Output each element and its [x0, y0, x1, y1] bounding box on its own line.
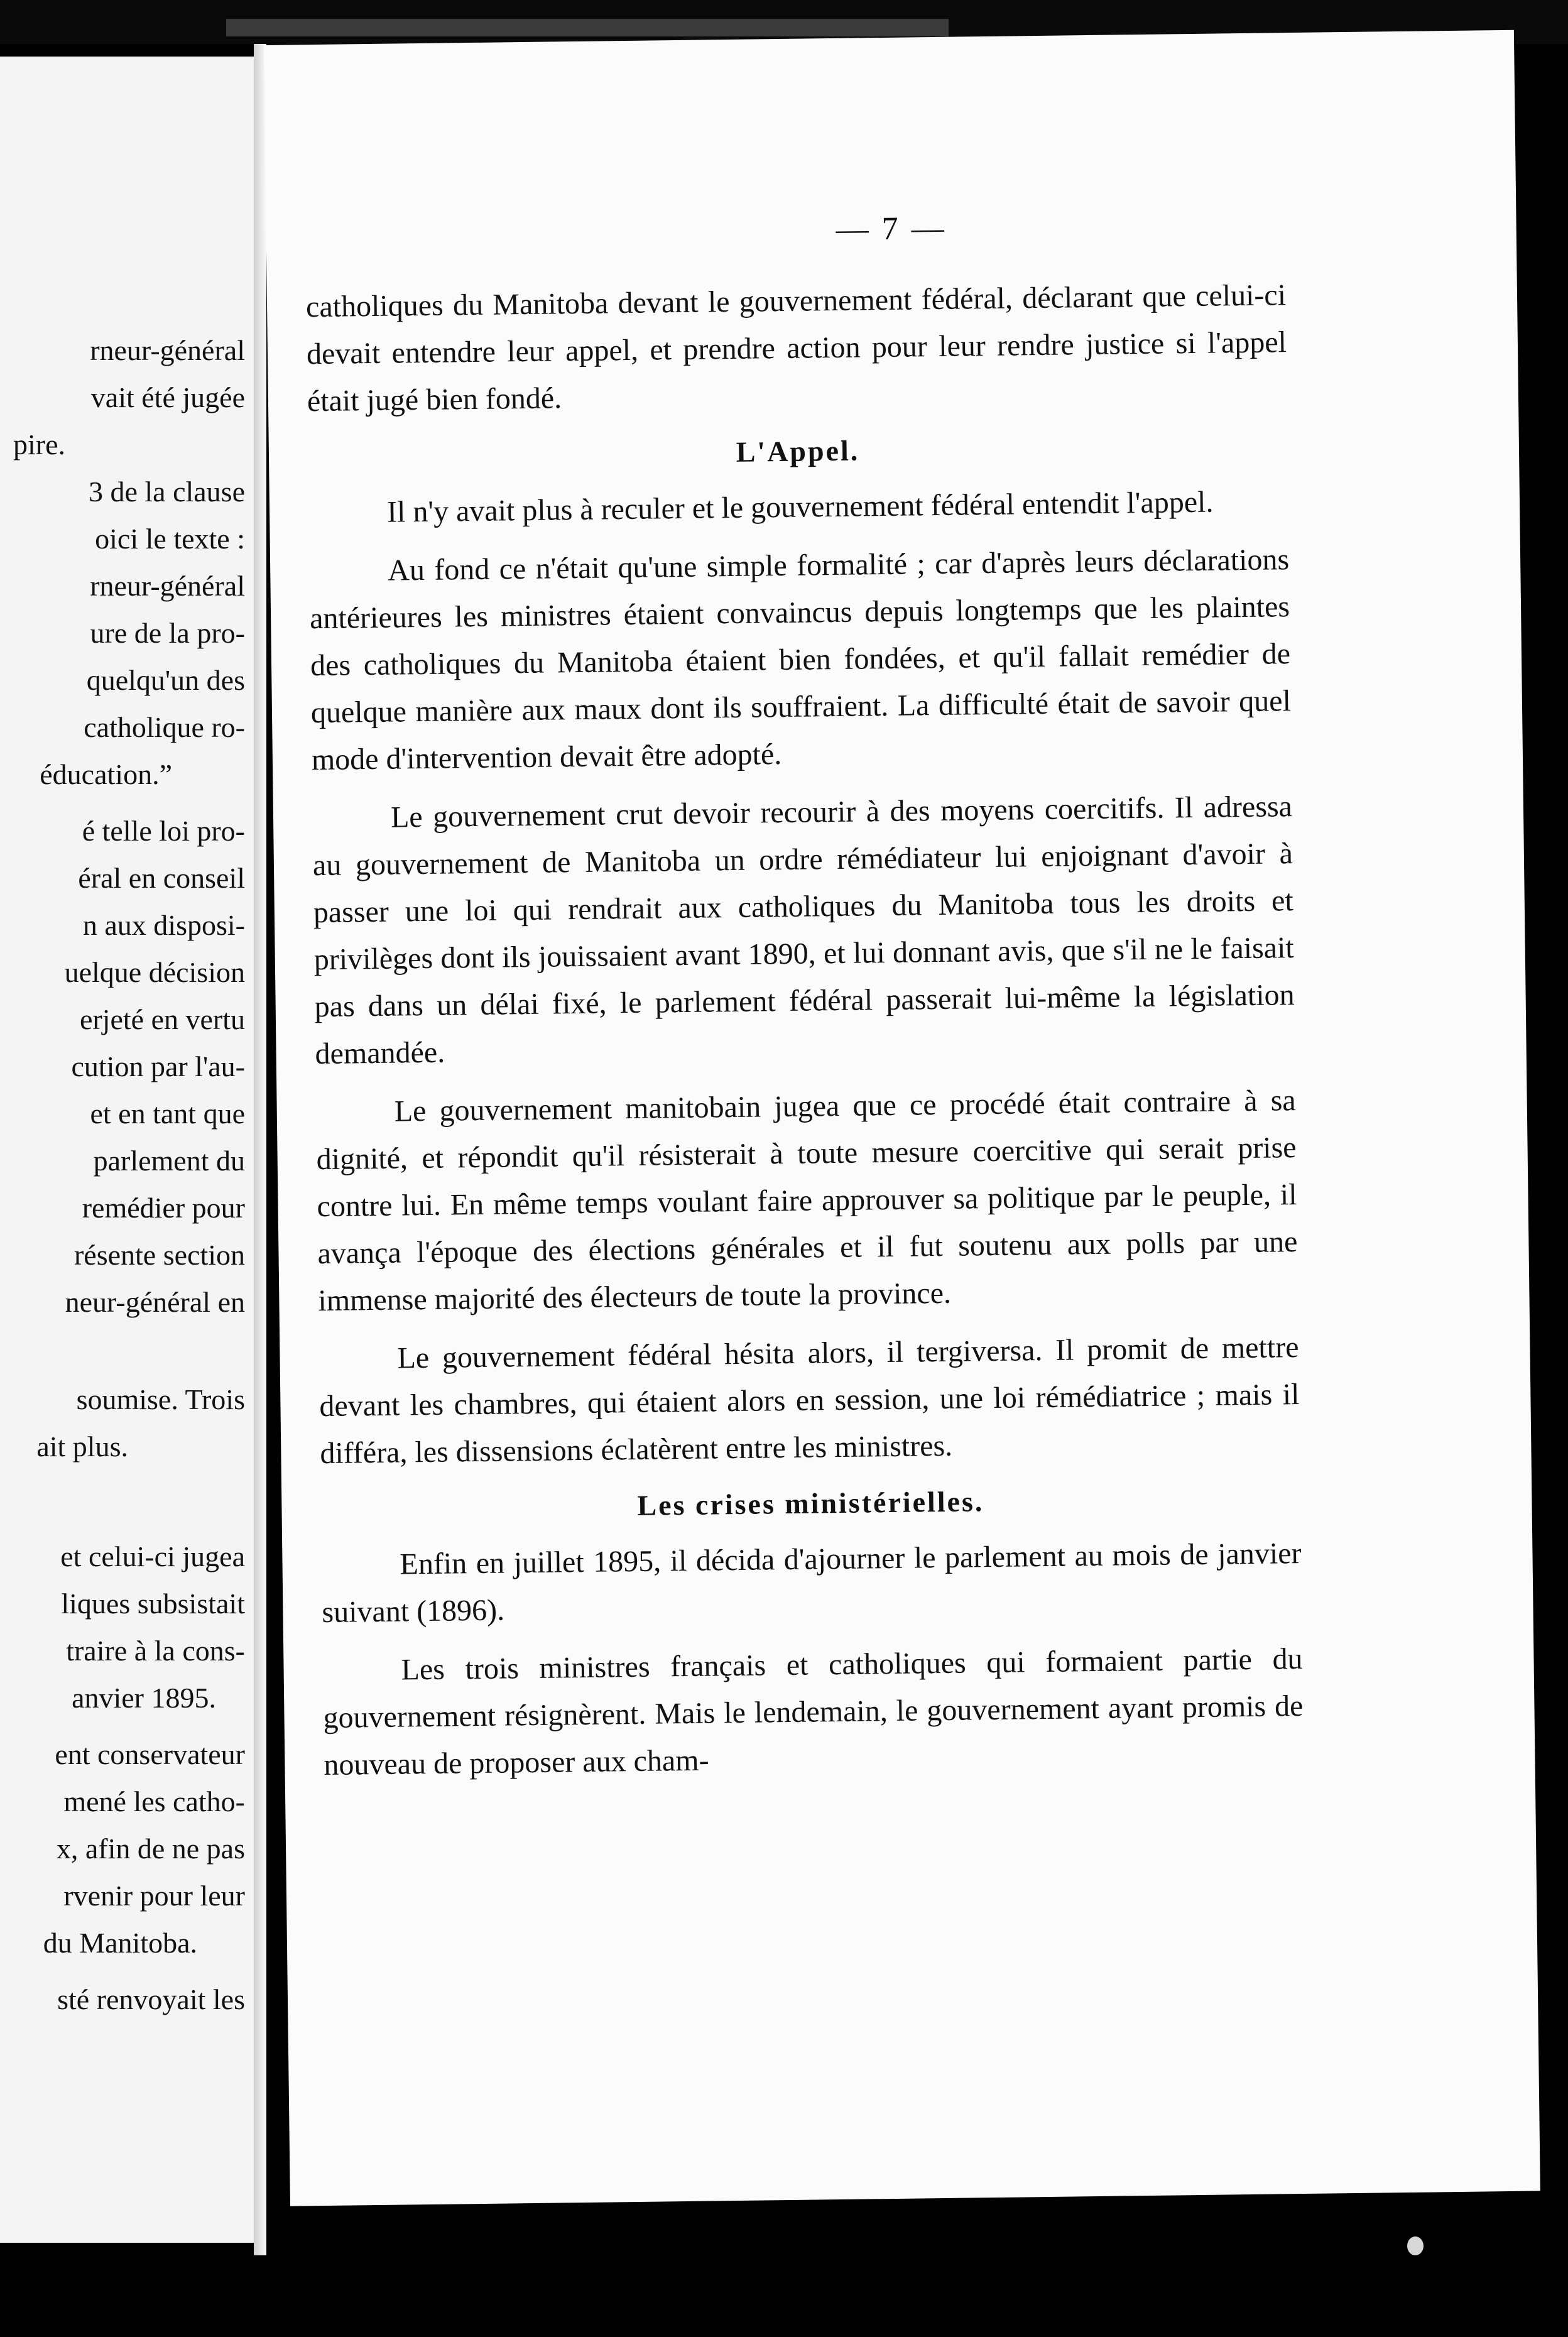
section-heading-crises: Les crises ministérielles. — [637, 1485, 984, 1522]
binding-tape — [226, 19, 949, 36]
left-page-line: neur-général en — [65, 1286, 245, 1318]
left-page-line: traire à la cons- — [66, 1635, 245, 1667]
left-page-line: n aux disposi- — [82, 909, 245, 941]
paragraph: Le gouvernement fédéral hésita alors, il tergiversa. Il promit de mettre devant les chambres, qui étaient alors en session, une loi rémédiatrice ; mais il différa, les dissensions éclatèrent entre les ministres. — [319, 1331, 1300, 1471]
left-page-line: quelqu'un des — [86, 664, 245, 696]
left-page-line: 3 de la clause — [88, 476, 245, 508]
left-page-line: é telle loi pro- — [82, 815, 245, 847]
left-page-line: rneur-général — [90, 570, 245, 602]
left-page-line: mené les catho- — [63, 1785, 245, 1817]
left-page-line: ait plus. — [36, 1430, 128, 1463]
left-page-line: uelque décision — [64, 956, 245, 988]
left-page-line: ure de la pro- — [90, 617, 245, 649]
left-page-line: erjeté en vertu — [79, 1003, 245, 1035]
paragraph: Enfin en juillet 1895, il décida d'ajourner le parlement au mois de janvier suivant (1896). — [322, 1537, 1302, 1630]
left-page-line: rneur-général — [90, 334, 245, 366]
book-gutter — [254, 44, 266, 2255]
left-page-line: catholique ro- — [84, 711, 245, 743]
scan-speck — [1407, 2236, 1424, 2255]
paragraph: Les trois ministres français et catholiques qui formaient partie du gouvernement résignèrent. Mais le lendemain, le gouvernement ayant promis de nouveau de proposer aux cham- — [323, 1642, 1304, 1782]
left-page-line: x, afin de ne pas — [56, 1833, 245, 1865]
paragraph: Il n'y avait plus à reculer et le gouvernement fédéral entendit l'appel. — [386, 485, 1214, 529]
left-page-line: et celui-ci jugea — [60, 1540, 245, 1572]
left-page-line: anvier 1895. — [72, 1682, 216, 1714]
left-page-line: du Manitoba. — [43, 1927, 197, 1959]
left-page-line: remédier pour — [82, 1192, 245, 1224]
left-page-line: soumise. Trois — [76, 1383, 245, 1415]
left-page-line: éducation.” — [40, 758, 172, 790]
left-page — [0, 57, 254, 2243]
paragraph: Le gouvernement manitobain jugea que ce procédé était contraire à sa dignité, et répondit qu'il résisterait à toute mesure coercitive qui serait prise contre lui. En même temps voulant faire approuver sa politique par le peuple, il avança l'époque des élections générales et il fut soutenu aux polls par une immense majorité des électeurs de toute la province. — [316, 1084, 1298, 1318]
page-number: — 7 — — [836, 210, 947, 248]
left-page-line: cution par l'au- — [71, 1050, 245, 1082]
left-page-line: éral en conseil — [78, 862, 245, 894]
left-page-line: rvenir pour leur — [63, 1880, 245, 1912]
left-page-line: parlement du — [93, 1145, 245, 1177]
right-page — [264, 30, 1540, 2206]
left-page-line: ent conservateur — [55, 1738, 245, 1770]
section-heading-appel: L'Appel. — [736, 434, 860, 468]
left-page-line: oici le texte : — [95, 523, 245, 555]
left-page-line: pire. — [13, 428, 65, 460]
paragraph: catholiques du Manitoba devant le gouvernement fédéral, déclarant que celui-ci devait entendre leur appel, et prendre action pour leur rendre justice si l'appel était jugé bien fondé. — [305, 278, 1287, 418]
paragraph: Le gouvernement crut devoir recourir à des moyens coercitifs. Il adressa au gouvernement de Manitoba un ordre rémédiateur lui enjoignant d'avoir à passer une loi qui rendrait aux catholiques du Manitoba tous les droits et privilèges dont ils jouissaient avant 1890, et lui donnant avis, que s'il ne le faisait pas dans un délai fixé, le parlement fédéral passerait lui-même la législation demandée. — [312, 790, 1295, 1071]
left-page-line: résente section — [74, 1239, 245, 1271]
left-page-line: et en tant que — [90, 1098, 245, 1130]
left-page-line: liques subsistait — [61, 1588, 245, 1620]
left-page-line: vait été jugée — [90, 381, 245, 413]
paragraph: Au fond ce n'était qu'une simple formalité ; car d'après leurs déclarations antérieures les ministres étaient convaincus depuis longtemps que les plaintes des catholiques du Manitoba étaient bien fondées, et qu'il fallait remédier de quelque manière aux maux dont ils souffraient. La difficulté était de savoir quel mode d'intervention devait être adopté. — [309, 543, 1292, 777]
body-text — [306, 271, 1304, 1789]
left-page-line: sté renvoyait les — [57, 1983, 245, 2015]
